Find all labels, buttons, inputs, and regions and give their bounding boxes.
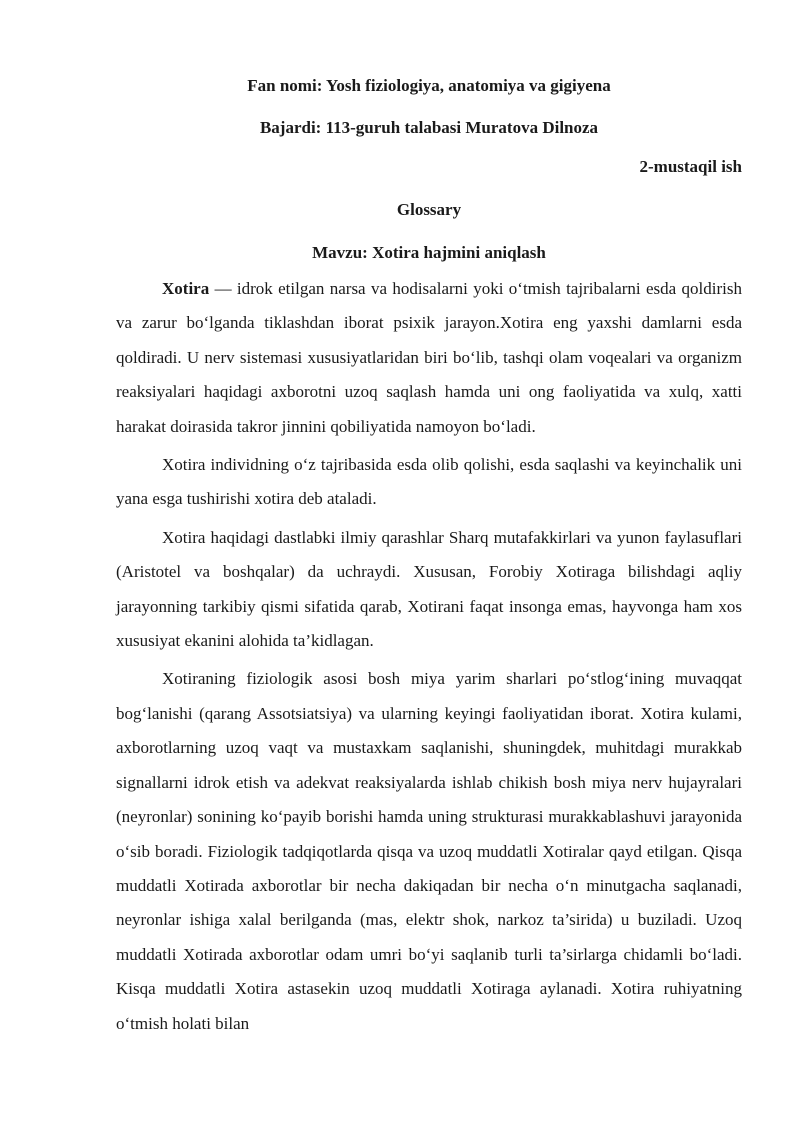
topic-title: Mavzu: Xotira hajmini aniqlash (312, 243, 546, 262)
definition-text: — idrok etilgan narsa va hodisalarni yoki o‘tmish tajribalarni esda qoldirish va zarur bo‘lganda tiklashdan iborat psixik jarayon.Xotira eng yaxshi damlarni esda qoldiradi. U nerv sistemasi xususiyatlaridan biri bo‘lib, tashqi olam voqealari va organizm reaksiyalari haqidagi axborotni uzoq saqlash hamda uni ong faoliyatida va xulq, xatti harakat doirasida takror jinnini qobiliyatida namoyon bo‘ladi. (116, 279, 742, 436)
paragraph-3: Xotira haqidagi dastlabki ilmiy qarashlar Sharq mutafakkirlari va yunon faylasuflari (Aristotel va boshqalar) da uchraydi. Xususan, Forobiy Xotiraga bilishdagi aqliy jarayonning tarkibiy qismi sifatida qarab, Xotirani faqat insonga emas, hayvonga ham xos xususiyat ekanini alohida ta’kidlagan. (116, 527, 742, 651)
subject-heading: Fan nomi: Yosh fiziologiya, anatomiya va gigiyena (247, 76, 611, 95)
section-title: Glossary (396, 200, 462, 219)
author-line: Bajardi: 113-guruh talabasi Muratova Dilnoza (259, 118, 599, 137)
document-page (116, 74, 742, 1041)
term-xotira: Xotira (162, 279, 210, 298)
paragraph-2: Xotira individning o‘z tajribasida esda olib qolishi, esda saqlashi va keyinchalik uni yana esga tushirishi xotira deb ataladi. (116, 455, 742, 509)
work-number: 2-mustaqil ish (639, 157, 742, 176)
paragraph-definition (116, 272, 742, 444)
paragraph-4: Xotiraning fiziologik asosi bosh miya yarim sharlari po‘stlog‘ining muvaqqat bog‘lanishi (qarang Assotsiatsiya) va ularning keyingi faoliyatidan iborat. Xotira kulami, axborotlarning uzoq vaqt va mustaxkam saqlanishi, shuningdek, muhitdagi murakkab signallarni idrok etish va adekvat reaksiyalarda ishlab chikish bosh miya nerv hujayralari (neyronlar) sonining ko‘payib borishi hamda uning strukturasi murakkablashuvi jarayonida o‘sib boradi. Fiziologik tadqiqotlarda qisqa va uzoq muddatli Xotiralar qayd etilgan. Qisqa muddatli Xotirada axborotlar bir necha dakiqadan bir necha o‘n minutgacha saqlanadi, neyronlar ishiga xalal berilganda (mas, elektr shok, narkoz ta’sirida) u buziladi. Uzoq muddatli Xotirada axborotlar odam umri bo‘yi saqlanib turli ta’sirlarga chidamli bo‘ladi. Kisqa muddatli Xotira astasekin uzoq muddatli Xotiraga aylanadi. Xotira ruhiyatning o‘tmish holati bilan (116, 669, 742, 1033)
